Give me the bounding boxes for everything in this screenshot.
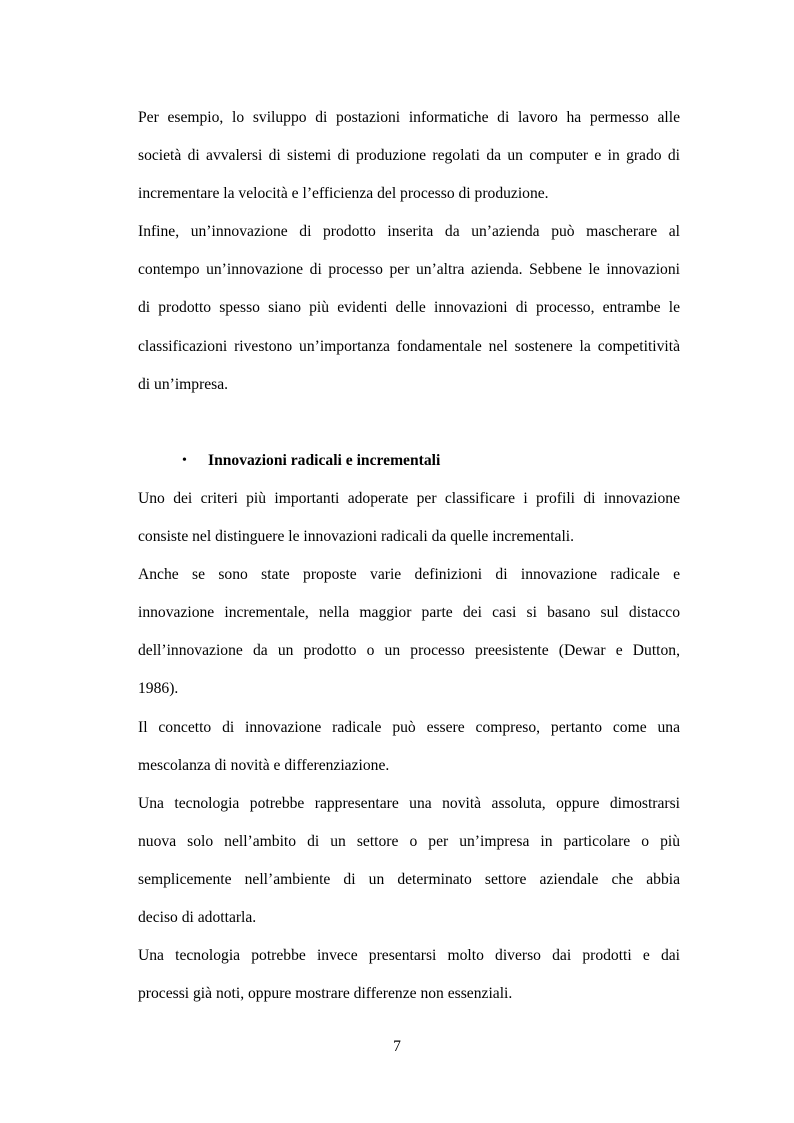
paragraph xyxy=(138,213,680,403)
text-line: mescolanza di novità e differenziazione. xyxy=(138,756,390,774)
text-line: Il concetto di innovazione radicale può essere compreso, pertanto come una xyxy=(138,718,680,736)
section-heading xyxy=(138,442,680,480)
section-gap xyxy=(138,404,680,442)
paragraph xyxy=(138,937,680,1013)
text-line: Uno dei criteri più importanti adoperate per classificare i profili di innovazione xyxy=(138,489,680,507)
text-line: processi già noti, oppure mostrare differenze non essenziali. xyxy=(138,985,513,1003)
text-line: Per esempio, lo sviluppo di postazioni informatiche di lavoro ha permesso alle xyxy=(138,109,680,126)
bullet-icon: • xyxy=(182,452,187,468)
paragraph xyxy=(138,99,680,213)
text-line: Una tecnologia potrebbe invece presentarsi molto diverso dai prodotti e dai xyxy=(138,947,680,965)
text-line: di un’impresa. xyxy=(138,375,229,393)
text-line: Infine, un’innovazione di prodotto inserita da un’azienda può mascherare al xyxy=(138,223,680,241)
text-line: contempo un’innovazione di processo per un’altra azienda. Sebbene le innovazioni xyxy=(138,261,680,279)
section-heading-text: Innovazioni radicali e incrementali xyxy=(208,451,441,469)
text-line: 1986). xyxy=(138,680,179,698)
page-body xyxy=(138,99,680,1013)
text-line: di prodotto spesso siano più evidenti delle innovazioni di processo, entrambe le xyxy=(138,299,680,317)
paragraph xyxy=(138,785,680,937)
text-line: nuova solo nell’ambito di un settore o per un’impresa in particolare o più xyxy=(138,832,680,850)
text-line: innovazione incrementale, nella maggior parte dei casi si basano sul distacco xyxy=(138,604,680,622)
paragraph xyxy=(138,480,680,556)
text-line: società di avvalersi di sistemi di produzione regolati da un computer e in grado di xyxy=(138,147,680,165)
text-line: deciso di adottarla. xyxy=(138,908,257,926)
text-block-after xyxy=(138,480,680,1013)
paragraph xyxy=(138,709,680,785)
text-line: Una tecnologia potrebbe rappresentare una novità assoluta, oppure dimostrarsi xyxy=(138,794,680,812)
text-line: incrementare la velocità e l’efficienza del processo di produzione. xyxy=(138,185,549,203)
paragraph xyxy=(138,556,680,708)
text-line: dell’innovazione da un prodotto o un processo preesistente (Dewar e Dutton, xyxy=(138,642,680,660)
text-line: consiste nel distinguere le innovazioni radicali da quelle incrementali. xyxy=(138,528,575,546)
text-line: classificazioni rivestono un’importanza fondamentale nel sostenere la competitività xyxy=(138,337,680,355)
text-block-before xyxy=(138,99,680,404)
page-number: 7 xyxy=(393,1038,401,1055)
text-line: Anche se sono state proposte varie definizioni di innovazione radicale e xyxy=(138,566,680,584)
text-line: semplicemente nell’ambiente di un determinato settore aziendale che abbia xyxy=(138,870,680,888)
